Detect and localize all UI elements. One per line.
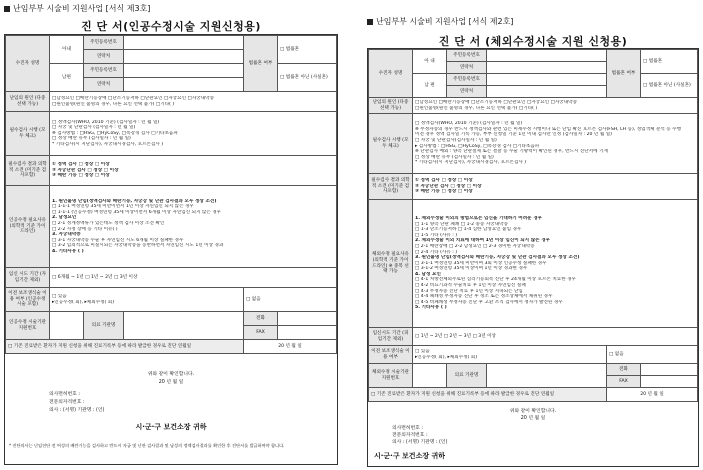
left-form-table — [5, 35, 337, 354]
confirm-date[interactable]: 20 년 월 일 — [607, 388, 698, 402]
institution-code-field[interactable] — [50, 312, 84, 340]
left-footer-specialist: 전문의자격번호 : — [49, 400, 85, 405]
right-footer-signature: 의사 : (서명) 기관명 : (인) — [392, 440, 448, 445]
husband-reg-no-label: 주민등록번호 — [84, 64, 124, 78]
prior-opt-yes: □ 있음 — [52, 293, 67, 299]
period-label: 임신 시도 기간 (자임기간 제외) — [6, 268, 50, 288]
criteria-line-1: 1. 체외수정술 이외의 방법으로는 임신을 기대하기 어려운 경우 — [415, 215, 543, 221]
criteria-line-11: 4. 남성 요인 — [415, 271, 441, 277]
right-form-table — [368, 49, 698, 402]
left-footer-license: 의사면허번호 : — [49, 392, 80, 397]
phone-field[interactable] — [641, 364, 698, 376]
tests-line-4: □ 자궁 및 난관검사(검사일자 : 년 월 일) — [415, 137, 497, 143]
cause-line-1: □남성요인 □배란기능장애 □난소기능저하 □난관요인 □자궁요인 □자궁내막증 — [52, 95, 215, 101]
tests-line-2: □ 자궁 및 난관검사 (검사일자 : 년 월 일) — [52, 125, 136, 131]
period-options[interactable]: □ 6개월 ~ 1년 □ 1년 ~ 2년 □ 3년 이상 — [50, 268, 337, 288]
phone-label: 전화 — [244, 312, 278, 326]
institution-name-label: 의료 기관명 — [447, 364, 487, 388]
left-title: 진 단 서(인공수정시술 지원신청용) — [81, 20, 261, 33]
right-title: 진 단 서 (체외수정시술 지원 신청용) — [438, 35, 628, 48]
tests-line-5: ▸ 검사방법 : □HSG, □HyCoSy, □복강경 검사 □기타초음파 — [415, 143, 540, 149]
wife-contact-field[interactable] — [487, 62, 607, 74]
results-label: 필수검사 결과 의학적 소견 (미기준 검사포함) — [6, 156, 50, 186]
husband-reg-no-label: 주민등록번호 — [447, 74, 487, 86]
prior-opt-no[interactable]: □ 없음 — [607, 346, 698, 364]
criteria-line-1: 1. 원인불명 난임(정액검사와 배란기능, 자궁강 및 난관 검사결과 모두 정상 소견) — [52, 198, 217, 204]
husband-label: 남편 — [50, 64, 84, 92]
husband-contact-label: 연락처 — [84, 78, 124, 92]
marriage-opt-legal[interactable]: □ 법률혼 — [278, 36, 337, 64]
right-footer-specialist: 전문의자격번호 : — [392, 433, 428, 438]
institution-label: 인공수정 시술기관 지원번호 — [6, 312, 50, 340]
criteria-line-6: □ 2-2 사정 장애 등 기타 이유( ) — [52, 226, 118, 232]
husband-label: 남 편 — [413, 74, 447, 98]
results-label: 필수검사 결과 의학적 소견 (미기준 검사포함) — [369, 174, 413, 200]
result-uterus: ② 자궁난관 검사 □ 정상 □ 이상 — [52, 167, 119, 173]
wife-label: 아내 — [50, 36, 84, 64]
left-form-frame — [4, 34, 338, 465]
period-label: 임신시도 기간 (피임기간 제외) — [369, 328, 413, 346]
criteria-options[interactable] — [413, 200, 698, 328]
left-footer-date: 20 년 월 일 — [158, 380, 184, 385]
criteria-line-3: □ 1-1-1 (인공수정) 여성연령 35세 이상이면서 6개월 이상 자연임신 되지 않은 경우 — [52, 209, 222, 215]
square-bullet-icon — [4, 6, 10, 12]
husband-contact-field[interactable] — [124, 78, 244, 92]
criteria-line-6: □ 2-1 배란장애 □ 2-2 남성요인 □ 2-3 경미한 자궁내막증 — [415, 243, 535, 249]
phone-label: 전화 — [607, 364, 641, 376]
husband-reg-no-field[interactable] — [124, 64, 244, 78]
tests-line-1: □ 정액검사(WHO, 2010 기준) (검사일자 : 년 월 일) — [415, 121, 523, 127]
applicant-label: 수진자 성명 — [6, 36, 50, 92]
prior-opt-yes: □ 있음 — [415, 348, 430, 354]
results-options[interactable] — [413, 174, 698, 200]
prior-detail: ▸인공수정( 회), ▸체외수정( 회) — [415, 354, 477, 360]
confirm-text[interactable]: □ 기존 진료받은 환자가 지원 신청을 위해 진료기록부 등에 따라 발급한 경우로 진단 연월일 — [369, 388, 607, 402]
cause-line-1: □남성요인 □배란기능장애 □난소기능저하 □난관요인 □자궁요인 □자궁내막증 — [415, 99, 578, 105]
institution-name-label: 의료 기관명 — [84, 312, 124, 340]
marriage-label: 법률혼 여부 — [244, 36, 278, 92]
criteria-label: 인공수정 필요사유 (의학적 기준 가이드라인) — [6, 186, 50, 268]
prior-detail: ▸인공수정( 회), ▸체외수정( 회) — [52, 299, 114, 305]
tests-label: 필수검사 시행 (모두 체크) — [6, 112, 50, 156]
tests-line-6: ※ 난관검사 예외 : 양측 난관절제 또는 결찰 등 수술 기왕력이 확인된 경우, 반드시 진단서에 기재 — [415, 149, 608, 155]
tests-options[interactable] — [413, 114, 698, 174]
marriage-label: 법률혼 여부 — [607, 50, 641, 98]
left-footer-signature: 의사 : (서명) 기관명 : (인) — [49, 408, 105, 413]
wife-contact-label: 연락처 — [84, 50, 124, 64]
prior-label: 이전 보조생식술 이용 여부 — [369, 346, 413, 364]
right-footer-addressee: 시·군·구 보건소장 귀하 — [374, 452, 446, 460]
right-footer-date: 20 년 월 일 — [520, 416, 546, 421]
criteria-line-8: □ 3-1 자궁내막증 수술 후 자연임신 시도 6개월 이상 실패한 경우 — [52, 237, 184, 243]
left-footer-confirm: 위와 같이 확인합니다. — [147, 372, 195, 377]
cause-label: 난임의 원인 (다중선택 가능) — [6, 92, 50, 112]
prior-options[interactable] — [50, 288, 244, 312]
wife-contact-label: 연락처 — [447, 62, 487, 74]
tests-line-7: □ 정상 배란 유무 (검사일자 : 년 월 일) — [415, 154, 494, 160]
tests-line-2: ※ 무정자증의 경우 반드시 정액검사와 관련 있는 미세수정 시행이나 또는 난임 확진 호르몬 검사(FSH, LH 등), 성염색체 분석 등 수행 — [415, 126, 682, 132]
wife-reg-no-label: 주민등록번호 — [84, 36, 124, 50]
wife-label: 아 내 — [413, 50, 447, 74]
criteria-line-16: □ 4-5 비폐쇄성 무정자증 진단 후 고환 조직 검사에서 정자가 발견된 경우 — [415, 299, 563, 305]
criteria-line-14: □ 4-3 무정자증 진단 치료 후 1년 이상 지속되는 난임 — [415, 288, 523, 294]
wife-reg-no-label: 주민등록번호 — [447, 50, 487, 62]
result-semen: ① 정액 검사 □ 정상 □ 이상 — [415, 178, 473, 184]
result-semen: ① 정액 검사 □ 정상 □ 이상 — [52, 162, 110, 168]
criteria-line-7: □ 2-4 기타 (사유 : ) — [415, 249, 458, 255]
criteria-line-4: □ 1-5 기타 (사유 : ) — [415, 232, 458, 238]
result-uterus: ② 자궁난관 검사 □ 정상 □ 이상 — [415, 183, 482, 189]
institution-label: 체외수정 시술기관 지원번호 — [369, 364, 413, 388]
criteria-line-2: □ 1-1 양측 난관 폐쇄 □ 1-2 중증 자궁내막증 — [415, 221, 509, 227]
fax-field[interactable] — [278, 326, 337, 340]
period-options[interactable]: □ 1년 ~ 2년 □ 2년 ~ 3년 □ 3년 이상 — [413, 328, 698, 346]
right-form-frame — [367, 48, 699, 467]
husband-contact-label: 연락처 — [447, 86, 487, 98]
prior-options[interactable] — [413, 346, 607, 364]
marriage-opt-legal[interactable]: □ 법률혼 — [641, 50, 698, 74]
criteria-line-12: □ 4-1 처방전체외주로된 심리기능회복 진단 후 24개월 이상 호르몬 치료한 경우 — [415, 277, 576, 283]
tests-line-4: □ 정상 배란 유무 (검사일자 : 년 월 일) — [52, 136, 131, 142]
husband-reg-no-field[interactable] — [487, 74, 607, 86]
square-bullet-icon — [367, 19, 373, 25]
criteria-line-3: □ 1-3 난소기능저하 □ 1-4 심한 남성요인 불임 경우 — [415, 227, 522, 233]
criteria-line-13: □ 4-2 비뇨기과적 수술치료 후 1년 이상 자연임신 실패 — [415, 283, 526, 289]
criteria-line-15: □ 4-4 폐쇄성 무정자증 진단 후 정소 또는 정소상체에서 채취된 경우 — [415, 294, 553, 300]
criteria-line-9: □ 3-1-1 여성연령 35세 미만이며 3회 이상 인공수정 실패한 경우 — [415, 260, 547, 266]
right-footer-confirm: 위와 같이 확인합니다. — [509, 409, 557, 414]
left-footer-note: * 진단의사는 난임진단 전 여성의 배란기능을 검사하고 반드시 자궁 및 난관 검사결과 및 남성의 정액검사결과를 확인한 후 진단서를 발급하여야 합니다. — [9, 443, 285, 448]
tests-label: 필수검사 시행 (모두 체크) — [369, 114, 413, 174]
criteria-line-8: 3. 원인불명 난임(정액검사와 배란기능, 자궁강 및 난관 검사결과 모두 정상 소견) — [415, 255, 580, 261]
criteria-line-2: □ 1-1-1 여성연령 35세 미만이면서 1년 이상 자연임신 되지 않은 경우 — [52, 204, 194, 210]
result-ovulation: ③ 배란 기능 □ 정상 □ 이상 — [415, 189, 473, 195]
right-header: 난임부부 시술비 지원사업 [서식 제2호] — [367, 16, 513, 27]
tests-line-3: 이전 경우 정액 검사일 기록 가능, 부부 신청일 기준 1년 이내 검사만 인정 (검사일자 : 20 년 월 일) — [415, 132, 612, 138]
fax-field[interactable] — [641, 376, 698, 388]
left-header: 난임부부 시술비 지원사업 [서식 제3호] — [4, 3, 150, 14]
right-footer-license: 의사면허번호 : — [392, 426, 423, 431]
criteria-line-10: □ 3-1-2 여성연령 35세 이상이며 1년 이상 경과한 경우 — [415, 266, 528, 272]
wife-reg-no-field[interactable] — [124, 36, 244, 50]
cause-options[interactable] — [50, 92, 337, 112]
confirm-date[interactable]: 20 년 월 일 — [244, 340, 337, 354]
applicant-label: 수진자 성명 — [369, 50, 413, 98]
tests-line-8: * 기타검사(시 지단검사), 자궁내시경검사, 호르몬검사 ) — [415, 160, 527, 166]
tests-line-3: ※ 검사방법 : □HSG, □HyCoSy, □복강경 검사 □기타초음파 — [52, 130, 178, 136]
wife-reg-no-field[interactable] — [487, 50, 607, 62]
criteria-label: 체외수정 필요사유 (의학적 기준 가이드라인) ※ 중복 선택 가능 — [369, 200, 413, 328]
husband-contact-field[interactable] — [487, 86, 607, 98]
confirm-text[interactable]: □ 기존 진료받은 환자가 지원 신청을 위해 진료기록부 등에 따라 발급한 경우로 진단 연월일 — [6, 340, 244, 354]
tests-line-5: * 기타검사(시 지단검사), 자궁내시경검사, 호르몬검사 ) — [52, 141, 164, 147]
tests-line-1: □ 정액검사(WHO, 2010 기준) (검사일자 : 년 월 일) — [52, 119, 160, 125]
left-footer-addressee: 시·군·구 보건소장 귀하 — [135, 423, 207, 431]
result-ovulation: ③ 배란 기능 □ 정상 □ 이상 — [52, 173, 110, 179]
cause-options[interactable] — [413, 98, 698, 114]
phone-field[interactable] — [278, 312, 337, 326]
criteria-line-4: 2. 남성요인 — [52, 215, 77, 221]
criteria-line-17: 5. 기타사유 ( ) — [415, 305, 447, 311]
cause-line-2: □원인불명(원인 불명의 경우, 다른 요인 선택 불가) □기타( ) — [52, 101, 175, 107]
tests-options[interactable] — [50, 112, 337, 156]
results-options[interactable] — [50, 156, 337, 186]
institution-name-field[interactable] — [487, 364, 607, 388]
criteria-line-7: 3. 자궁내막증 — [52, 232, 81, 238]
fax-label: FAX — [607, 376, 641, 388]
criteria-options[interactable] — [50, 186, 337, 268]
criteria-line-9: □ 3-2 임의적으로 미실시되는 자궁내막증을 동반하면서 자연임신 시도 1년 이상 경과 — [52, 243, 224, 249]
criteria-line-5: 2. 체외수정술 이외 치료에 대하여 1년 이상 임신이 되지 않은 경우 — [415, 238, 551, 244]
prior-opt-no[interactable]: □ 없음 — [244, 288, 337, 312]
cause-line-2: □원인불명(원인 불명의 경우, 다른 요인 선택 불가) □기타( ) — [415, 105, 538, 111]
prior-label: 이전 보조생식술 이용 여부 (인공수정 시술 포함) — [6, 288, 50, 312]
marriage-opt-defacto[interactable]: □ 법률혼 아닌 (사실혼) — [641, 74, 698, 98]
marriage-opt-defacto[interactable]: □ 법률혼 아닌 (사실혼) — [278, 64, 337, 92]
institution-code-field[interactable] — [413, 364, 447, 388]
institution-name-field[interactable] — [124, 312, 244, 340]
wife-contact-field[interactable] — [124, 50, 244, 64]
cause-label: 난임의 원인 (다중선택 가능) — [369, 98, 413, 114]
criteria-line-10: 4. 기타사유 ( ) — [52, 248, 84, 254]
criteria-line-5: □ 2-1 정계정맥류가 있는데도 정액 검사 이상 소견 확인 — [52, 220, 165, 226]
fax-label: FAX — [244, 326, 278, 340]
